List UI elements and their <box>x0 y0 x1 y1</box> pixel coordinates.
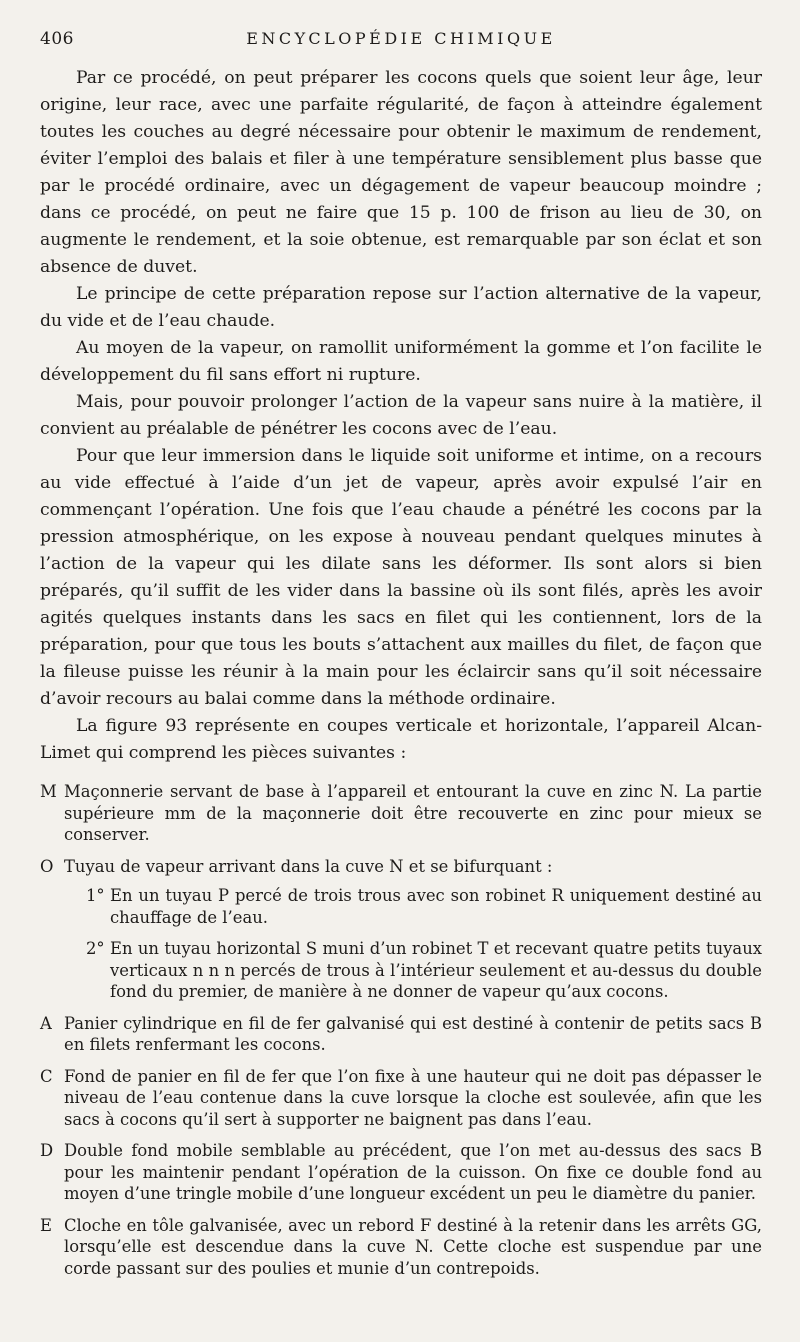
paragraph: Par ce procédé, on peut préparer les cocons quels que soient leur âge, leur origine, leur race, avec une parfaite régularité, de façon à atteindre également toutes les couches au degré nécessaire pour obtenir le maximum de rendement, éviter l’emploi des balais et filer à une température sensiblement plus basse que par le procédé ordinaire, avec un dégagement de vapeur beaucoup moindre ; dans ce procédé, on peut ne faire que 15 p. 100 de frison au lieu de 30, on augmente le rendement, et la soie obtenue, est remarquable par son éclat et son absence de duvet. <box>40 68 762 277</box>
page-header <box>40 29 762 53</box>
paragraph: Pour que leur immersion dans le liquide soit uniforme et intime, on a recours au vide effectué à l’aide d’un jet de vapeur, après avoir expulsé l’air en commençant l’opération. Une fois que l’eau chaude a pénétré les cocons par la pression atmosphérique, on les expose à nouveau pendant quelques minutes à l’action de la vapeur qui les dilate sans les déformer. Ils sont alors si bien préparés, qu’il suffit de les vider dans la bassine où ils sont filés, après les avoir agités quelques instants dans les sacs en filet qui les contiennent, lors de la préparation, pour que tous les bouts s’attachent aux mailles du filet, de façon que la fileuse puisse les réunir à la main pour les éclaircir sans qu’il soit nécessaire d’avoir recours au balai comme dans la méthode ordinaire. <box>40 446 762 709</box>
subitem-text: En un tuyau horizontal S muni d’un robinet T et recevant quatre petits tuyaux verticaux n n n percés de trous à l’intérieur seulement et au-dessus du double fond du premier, de manière à ne donner de vapeur qu’aux cocons. <box>110 939 762 1001</box>
legend-item-e <box>40 1215 762 1280</box>
subitem-number: 1° <box>86 886 105 905</box>
subitem-number: 2° <box>86 939 105 958</box>
legend-subitem-1 <box>40 885 762 928</box>
page-number: 406 <box>40 29 74 49</box>
legend-letter: E <box>40 1215 52 1235</box>
running-title: ENCYCLOPÉDIE CHIMIQUE <box>246 29 556 48</box>
legend-text: Cloche en tôle galvanisée, avec un rebord F destiné à la retenir dans les arrêts GG, lorsqu’elle est descendue dans la cuve N. Cette cloche est suspendue par une corde passant sur des poulies et munie d’un contrepoids. <box>64 1215 762 1278</box>
legend-subitem-2 <box>40 938 762 1003</box>
legend-item-o <box>40 856 762 878</box>
legend-text: Double fond mobile semblable au précédent, que l’on met au-dessus des sacs B pour les maintenir pendant l’opération de la cuisson. On fixe ce double fond au moyen d’une tringle mobile d’une longueur excédent un peu le diamètre du panier. <box>64 1141 762 1203</box>
paragraph: Au moyen de la vapeur, on ramollit uniformément la gomme et l’on facilite le développement du fil sans effort ni rupture. <box>40 338 762 385</box>
legend-item-c <box>40 1066 762 1131</box>
legend-letter: C <box>40 1066 53 1086</box>
paragraph: La figure 93 représente en coupes verticale et horizontale, l’appareil Alcan-Limet qui comprend les pièces suivantes : <box>40 716 762 763</box>
figure-legend <box>40 781 762 1279</box>
legend-text: Fond de panier en fil de fer que l’on fixe à une hauteur qui ne doit pas dépasser le niveau de l’eau contenue dans la cuve lorsque la cloche est soulevée, afin que les sacs à cocons qu’il sert à supporter ne baignent pas dans l’eau. <box>64 1066 762 1129</box>
legend-letter: M <box>40 782 57 801</box>
legend-item-m <box>40 781 762 846</box>
subitem-text: En un tuyau P percé de trois trous avec son robinet R uniquement destiné au chauffage de l’eau. <box>110 886 762 927</box>
legend-text: Maçonnerie servant de base à l’appareil et entourant la cuve en zinc N. La partie supérieure mm de la maçonnerie doit être recouverte en zinc pour mieux se conserver. <box>64 782 762 844</box>
legend-letter: A <box>40 1013 52 1033</box>
legend-text: Tuyau de vapeur arrivant dans la cuve N et se bifurquant : <box>64 856 553 876</box>
paragraph: Mais, pour pouvoir prolonger l’action de la vapeur sans nuire à la matière, il convient au préalable de pénétrer les cocons avec de l’eau. <box>40 392 762 439</box>
legend-letter: O <box>40 856 54 876</box>
page-body <box>40 65 762 1289</box>
legend-item-a <box>40 1013 762 1056</box>
paragraph: Le principe de cette préparation repose sur l’action alternative de la vapeur, du vide et de l’eau chaude. <box>40 284 762 331</box>
legend-letter: D <box>40 1141 54 1160</box>
legend-item-d <box>40 1140 762 1205</box>
legend-text: Panier cylindrique en fil de fer galvanisé qui est destiné à contenir de petits sacs B en filets renfermant les cocons. <box>64 1013 762 1054</box>
